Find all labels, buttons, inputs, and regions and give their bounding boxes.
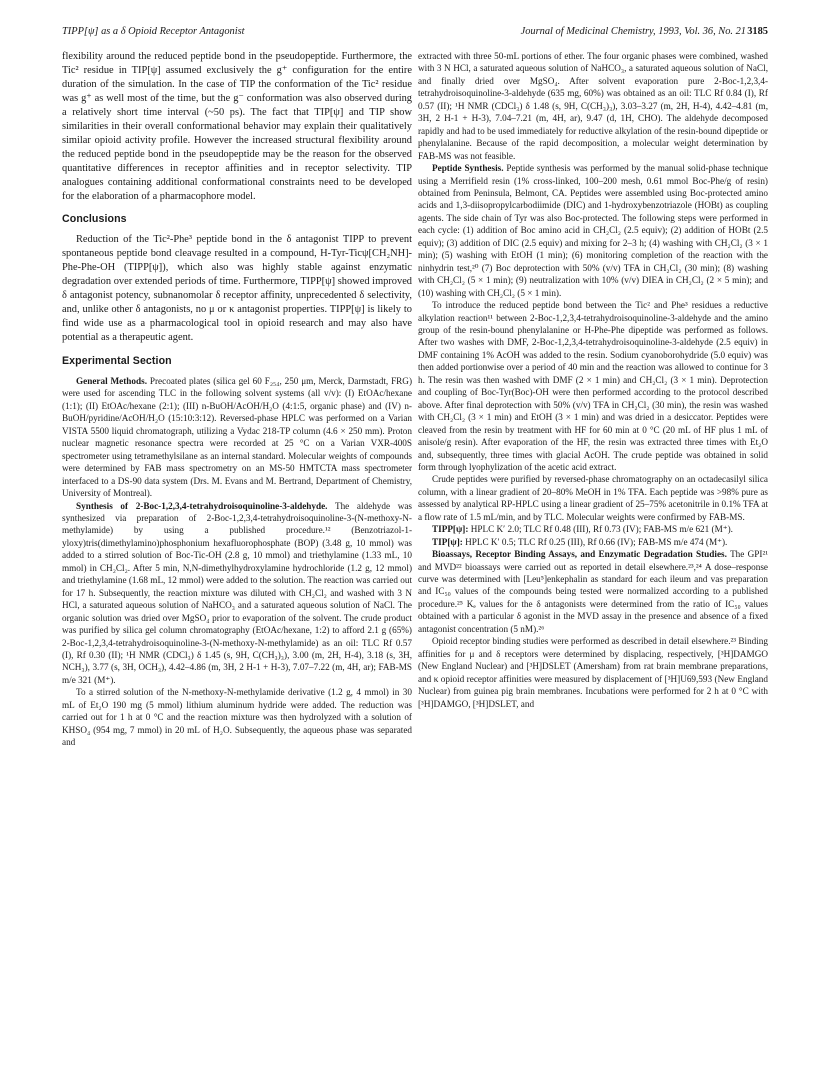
intro-paragraph: flexibility around the reduced peptide bond in the pseudopeptide. Furthermore, the Tic² residue in TIP[ψ] assumed exclusively the g⁺ configuration for the entire duration of the simulation. In the case of TIP the conformation of the Tic² residue was g⁺ as well most of the time, but the g⁻ conformation was also observed during a relatively short time interval (~50 ps). The fact that TIP[ψ] and TIP show similarities in their overall conformational behavior may explain their qualitatively similar opioid activity profile. However the increased structural flexibility around the reduced peptide bond in the pseudopeptide may be the reason for the observed quantitative differences in receptor affinities and in receptor selectivity. TIP analogues containing additional conformational constraints need to be developed for the elaboration of a pharmacophore model. [62,51,412,202]
running-head [62,26,768,42]
general-methods-text: Precoated plates (silica gel 60 F₂₅₄, 250 μm, Merck, Darmstadt, FRG) were used for ascending TLC in the following solvent systems (all v/v): (I) EtOAc/hexane (1:1); (II) EtOAc/hexane (2:1); (III) n-BuOH/AcOH/H₂O (4:1:5, organic phase) and (IV) n-BuOH/pyridine/AcOH/H₂O (15:10:3:12). Reversed-phase HPLC was performed on a Varian VISTA 5500 liquid chromatograph, utilizing a Vydac 218-TP column (4.6 × 250 mm). Proton nuclear magnetic resonance spectra were recorded at 25 °C on a Varian VXR-400S spectrometer using tetramethylsilane as an internal standard. Molecular weights of compounds were determined by FAB mass spectrometry on an MS-50 HMTCTA mass spectrometer interfaced to a DS-90 data system (Drs. M. Evans and M. Bertrand, Department of Chemistry, University of Montreal). [62,376,412,499]
bioassays-heading: Bioassays, Receptor Binding Assays, and Enzymatic Degradation Studies. [432,549,727,560]
tipp-psi-values: HPLC K′ 2.0; TLC Rf 0.48 (III), Rf 0.73 (IV); FAB-MS m/e 621 (M⁺). [470,524,733,535]
peptide-synthesis-text: Peptide synthesis was performed by the manual solid-phase technique using a Merrifield resin (1% cross-linked, 100–200 mesh, 0.61 mmol Boc-Phe/g of resin) obtained from Peninsula, Belmont, CA. Peptides were assembled using Boc-protected amino acids and 1,3-diisopropylcarbodiimide (DIC) and 1-hydroxybenzotriazole (HOBt) as coupling agents. The side chain of Tyr was also Boc-protected. The following steps were performed in each cycle: (1) addition of Boc amino acid in CH₂Cl₂ (2.5 equiv); (2) addition of HOBt (2.5 equiv); (3) addition of DIC (2.5 equiv) and mixing for 2–3 h; (4) washing with CH₂Cl₂ (3 × 1 min); (5) washing with EtOH (1 min); (6) monitoring completion of the reaction with the ninhydrin test,²⁰ (7) Boc deprotection with 50% (v/v) TFA in CH₂Cl₂ (30 min); (8) washing with CH₂Cl₂ (5 × 1 min); (9) neutralization with 10% (v/v) DIEA in CH₂Cl₂ (2 × 5 min); and (10) washing with CH₂Cl₂ (5 × 1 min). [418,163,768,298]
bioassays-text: The GPI²¹ and MVD²² bioassays were carried out as reported in detail elsewhere.²³,²⁴ A dose–response curve was determined with [Leu⁵]enkephalin as standard for each ileum and vas preparation and IC₅₀ values of the compounds being tested were normalized according to a published procedure.²⁵ Kₑ values for the δ antagonists were determined from the ratio of IC₅₀ values obtained with a particular δ agonist in the MVD assay in the presence and absence of a fixed antagonist concentration (5 nM).²⁶ [418,549,768,634]
synthesis-text: The aldehyde was synthesized via preparation of 2-Boc-1,2,3,4-tetrahydroisoquinoline-3-(N-methoxy-N-methylamide) by using a published procedure.¹² (Benzotriazol-1-yloxy)tris(dimethylamino)phosphonium hexafluorophosphate (BOP) (3.48 g, 10 mmol) was added to a stirred solution of Boc-Tic-OH (2.8 g, 10 mmol) and triethylamine (1.33 mL, 10 mmol) in CH₂Cl₂. After 5 min, N,N-dimethylhydroxylamine hydrochloride (1.2 g, 12 mmol) and triethylamine (1.68 mL, 12 mmol) were added to the solution. The reaction was carried out for 17 h. Subsequently, the reaction mixture was diluted with CH₂Cl₂ and washed with 3 N HCl, a saturated aqueous solution of NaHCO₃ and a saturated aqueous solution of NaCl. The organic solution was dried over MgSO₄ prior to evaporation of the solvent. The crude product was purified by silica gel column chromatography (EtOAc/hexane, 1:2) to afford 2.1 g (65%) 2-Boc-1,2,3,4-tetrahydroisoquinoline-3-(N-methoxy-N-methylamide) as an oil: TLC Rf 0.57 (I), Rf 0.30 (II); ¹H NMR (CDCl₃) δ 1.45 (s, 9H, C(CH₃)₃), 3.00 (m, 2H, H-4), 3.18 (s, 3H, NCH₃), 3.77 (s, 3H, OCH₃), 4.42–4.86 (m, 3H, 2 H-1 + H-3), 7.07–7.22 (m, 4H, ar); FAB-MS m/e 321 (M⁺). [62,500,412,685]
bioassays-paragraph [418,548,768,635]
aldehyde-continuation-paragraph: extracted with three 50-mL portions of ether. The four organic phases were combined, washed with 3 N HCl, a saturated aqueous solution of NaHCO₃, a saturated aqueous solution of NaCl, and finally dried over MgSO₄. After solvent evaporation pure 2-Boc-1,2,3,4-tetrahydroisoquinoline-3-aldehyde (635 mg, 60%) was obtained as an oil: TLC Rf 0.84 (I), Rf 0.57 (II); ¹H NMR (CDCl₃) δ 1.48 (s, 9H, C(CH₃)₃), 3.03–3.27 (m, 2H, H-4), 4.42–4.81 (m, 3H, 2 H-1 + H-3), 7.04–7.21 (m, 4H, ar), 9.47 (d, 1H, CHO). The aldehyde decomposed rapidly and had to be used immediately for reductive alkylation of the resin-bound dipeptide or phenylalanine. Because of the rapid decomposition, a molecular weight determination by FAB-MS was not feasible. [418,51,768,161]
general-methods-heading: General Methods. [76,376,147,387]
peptide-synthesis-paragraph [418,162,768,299]
conclusions-paragraph: Reduction of the Tic²-Phe³ peptide bond in the δ antagonist TIPP to prevent spontaneous peptide bond cleavage resulted in a compound, H-Tyr-Ticψ[CH₂NH]-Phe-Phe-OH (TIPP[ψ]), which also was highly stable against enzymatic degradation over extended periods of time. Furthermore, TIPP[ψ] showed improved δ antagonist potency, subnanomolar δ receptor affinity, unprecedented δ selectivity, and, unlike other δ antagonists, no μ or κ antagonist properties. TIPP[ψ] is likely to find wide use as a pharmacological tool in opioid research and may also have potential as a therapeutic agent. [62,234,412,344]
tip-psi-data [418,536,768,548]
tip-psi-values: HPLC K′ 0.5; TLC Rf 0.25 (III), Rf 0.66 (IV); FAB-MS m/e 474 (M⁺). [465,536,728,547]
synthesis-paragraph [62,500,412,687]
journal-citation: Journal of Medicinal Chemistry, 1993, Vol. 36, No. 21 [520,26,746,37]
page-number: 3185 [747,26,768,37]
binding-paragraph: Opioid receptor binding studies were performed as described in detail elsewhere.²³ Binding affinities for μ and δ receptors were determined by displacing, respectively, [³H]DAMGO (New England Nuclear) and [³H]DSLET (Amersham) from rat brain membrane preparations, and κ opioid receptor affinities were measured by displacement of [³H]U69,593 (New England Nuclear) from guinea pig brain membranes. Incubations were performed for 2 h at 0 °C with [³H]DAMGO, [³H]DSLET, and [418,636,768,709]
conclusions-heading: Conclusions [62,213,127,226]
peptide-synthesis-heading: Peptide Synthesis. [432,163,504,174]
reduction-paragraph: To a stirred solution of the N-methoxy-N-methylamide derivative (1.2 g, 4 mmol) in 30 mL of Et₂O 190 mg (5 mmol) lithium aluminum hydride were added. The reduction was carried out for 1 h at 0 °C and the reaction mixture was then hydrolyzed with a solution of KHSO₄ (954 mg, 7 mmol) in 20 mL of H₂O. Subsequently, the aqueous phase was separated and [62,687,412,748]
tipp-psi-data [418,523,768,535]
reduced-bond-paragraph: To introduce the reduced peptide bond between the Tic² and Phe³ residues a reductive alkylation reaction¹¹ between 2-Boc-1,2,3,4-tetrahydroisoquinoline-3-aldehyde and the amino group of the resin-bound phenylalanine or H-Phe-Phe dipeptide was performed as follows. After two washes with DMF, 2-Boc-1,2,3,4-tetrahydroisoquinoline-3-aldehyde (2.5 equiv) in DMF containing 1% AcOH was added to the resin. Sodium cyanoborohydride (5.0 equiv) was then added portionwise over a period of 40 min and the reaction was allowed to continue for 3 h. The resin was then washed with DMF (2 × 1 min) and CH₂Cl₂ (3 × 1 min). Deprotection and coupling of Boc-Tyr(Boc)-OH were then performed according to the protocol described above. After final deprotection with 50% (v/v) TFA in CH₂Cl₂ (30 min), the resin was washed with CH₂Cl₂ (3 × 1 min) and EtOH (3 × 1 min) and was dried in a desiccator. Peptides were cleaved from the resin by treatment with HF for 60 min at 0 °C (20 mL of HF plus 1 mL of anisole/g resin). After evaporation of the HF, the resin was extracted three times with Et₂O and, subsequently, three times with glacial AcOH. The crude peptide was obtained in solid form through lyophylization of the acetic acid extract. [418,300,768,472]
tip-psi-label: TIP[ψ]: [432,536,463,547]
right-column [418,50,768,1050]
synthesis-heading: Synthesis of 2-Boc-1,2,3,4-tetrahydroisoquinoline-3-aldehyde. [76,500,328,511]
crude-peptides-paragraph: Crude peptides were purified by reversed-phase chromatography on an octadecasilyl silica column, with a linear gradient of 20–80% MeOH in 1% TFA. Each peptide was >98% pure as assessed by analytical RP-HPLC using a linear gradient of 25–75% acetonitrile in 0.1% TFA at a flow rate of 1.5 mL/min, and by TLC. Molecular weights were confirmed by FAB-MS. [418,474,768,522]
general-methods-paragraph [62,375,412,500]
experimental-heading: Experimental Section [62,355,172,368]
tipp-psi-label: TIPP[ψ]: [432,524,469,535]
left-column [62,50,412,1050]
running-title: TIPP[ψ] as a δ Opioid Receptor Antagonist [62,26,245,37]
